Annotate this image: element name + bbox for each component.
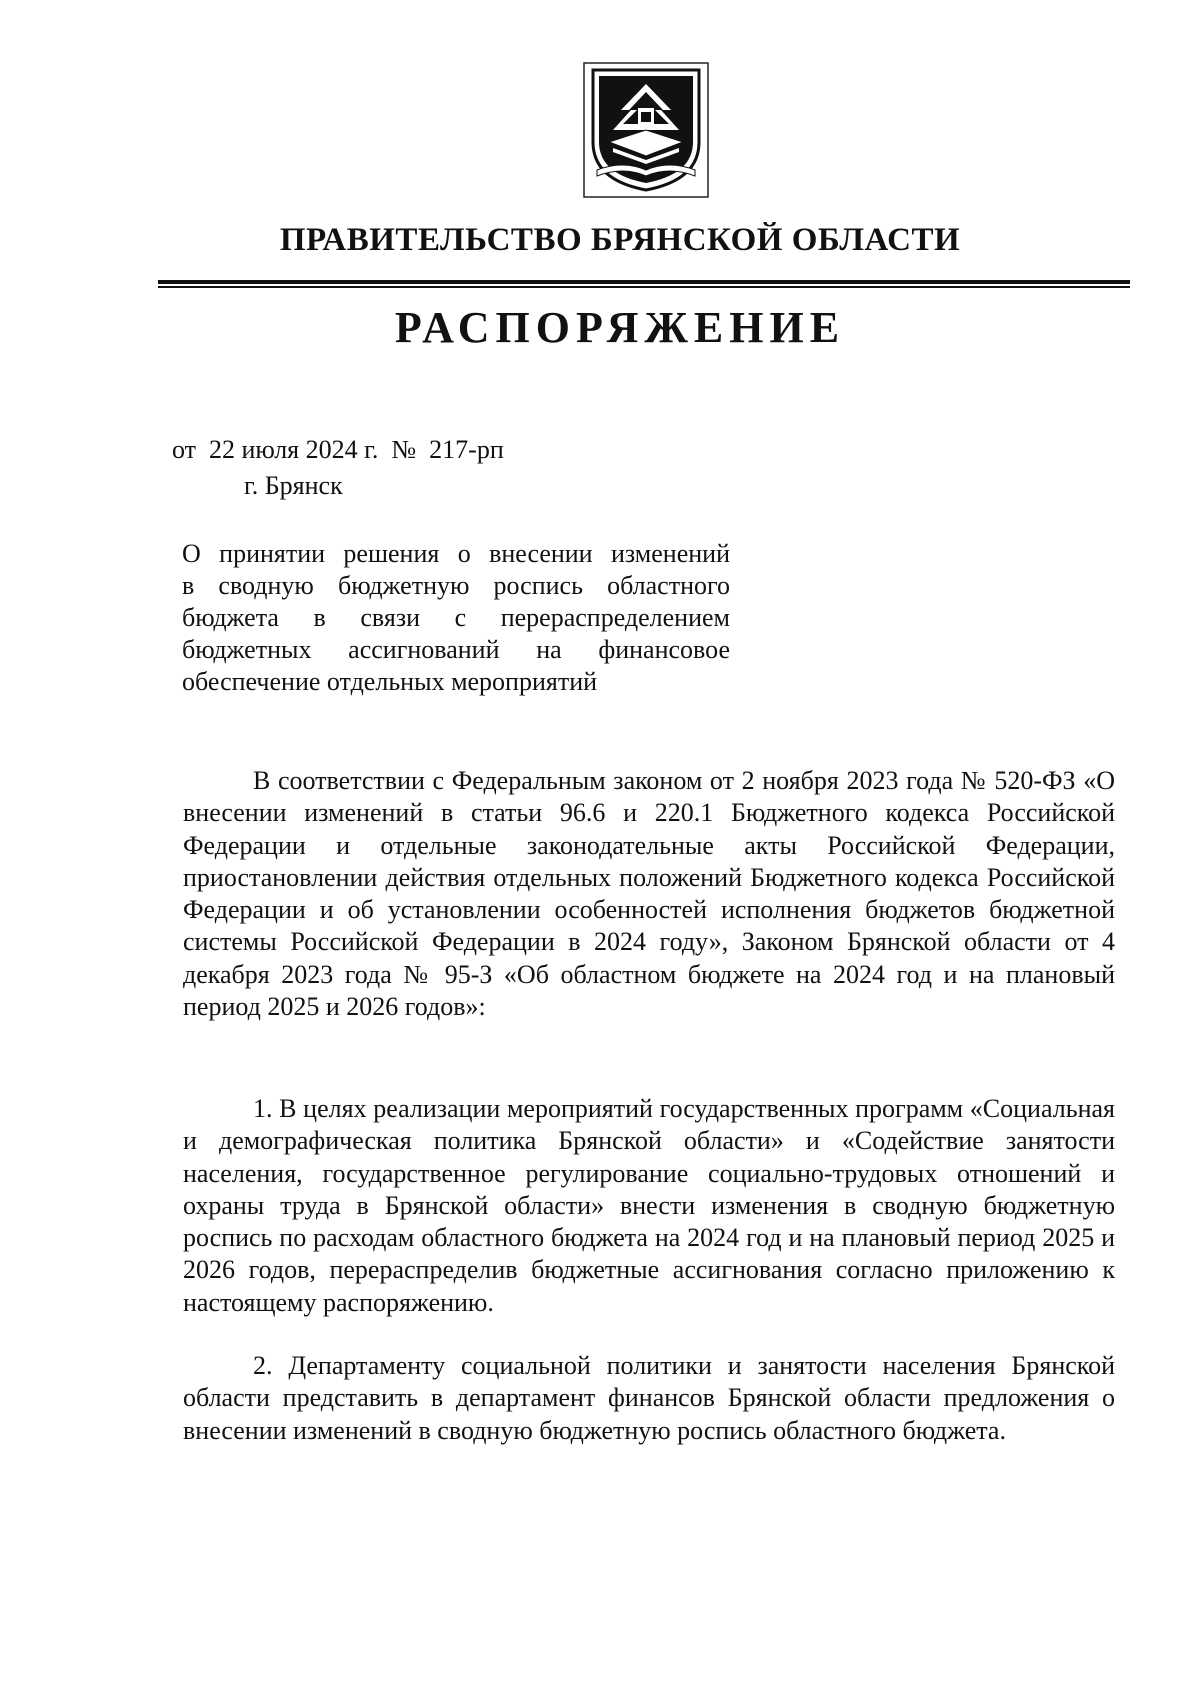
subject-line: обеспечение отдельных мероприятий xyxy=(182,667,598,696)
clause-2-text: 2. Департаменту социальной политики и занятости населения Брянской области представить в департамент финансов Брянской области предложения о внесении изменений в сводную бюджетную роспись областного бюджета. xyxy=(183,1351,1115,1445)
document-date-number: от 22 июля 2024 г. № 217-рп xyxy=(172,435,504,464)
bryansk-coat-of-arms-icon xyxy=(583,62,709,198)
subject-line: О принятии решения о внесении изменений xyxy=(182,539,730,568)
subject-line: бюджета в связи с перераспределением xyxy=(182,603,730,632)
clause-1 xyxy=(183,1093,1115,1319)
clause-1-text: 1. В целях реализации мероприятий государственных программ «Социальная и демографическая политика Брянской области» и «Содействие занятости населения, государственное регулирование социально-трудовых отношений и охраны труда в Брянской области» внести изменения в сводную бюджетную роспись по расходам областного бюджета на 2024 год и на плановый период 2025 и 2026 годов, перераспределив бюджетные ассигнования согласно приложению к настоящему распоряжению. xyxy=(183,1094,1115,1317)
header-divider-thin xyxy=(158,286,1130,288)
clause-2 xyxy=(183,1350,1115,1447)
document-city: г. Брянск xyxy=(244,471,343,500)
document-type: РАСПОРЯЖЕНИЕ xyxy=(394,303,846,352)
preamble-text: В соответствии с Федеральным законом от 2 ноября 2023 года № 520-ФЗ «О внесении изменений в статьи 96.6 и 220.1 Бюджетного кодекса Российской Федерации и отдельные законодательные акты Российской Федерации, приостановлении действия отдельных положений Бюджетного кодекса Российской Федерации и об установлении особенностей исполнения бюджетов бюджетной системы Российской Федерации в 2024 году», Законом Брянской области от 4 декабря 2023 года № 95-З «Об областном бюджете на 2024 год и на плановый период 2025 и 2026 годов»: xyxy=(183,766,1115,1022)
subject-line: в сводную бюджетную роспись областного xyxy=(182,571,730,600)
preamble-paragraph xyxy=(183,765,1115,1023)
header-divider xyxy=(158,280,1130,284)
subject-line: бюджетных ассигнований на финансовое xyxy=(182,635,730,664)
government-title: ПРАВИТЕЛЬСТВО БРЯНСКОЙ ОБЛАСТИ xyxy=(279,222,961,258)
document-subject xyxy=(182,538,730,698)
